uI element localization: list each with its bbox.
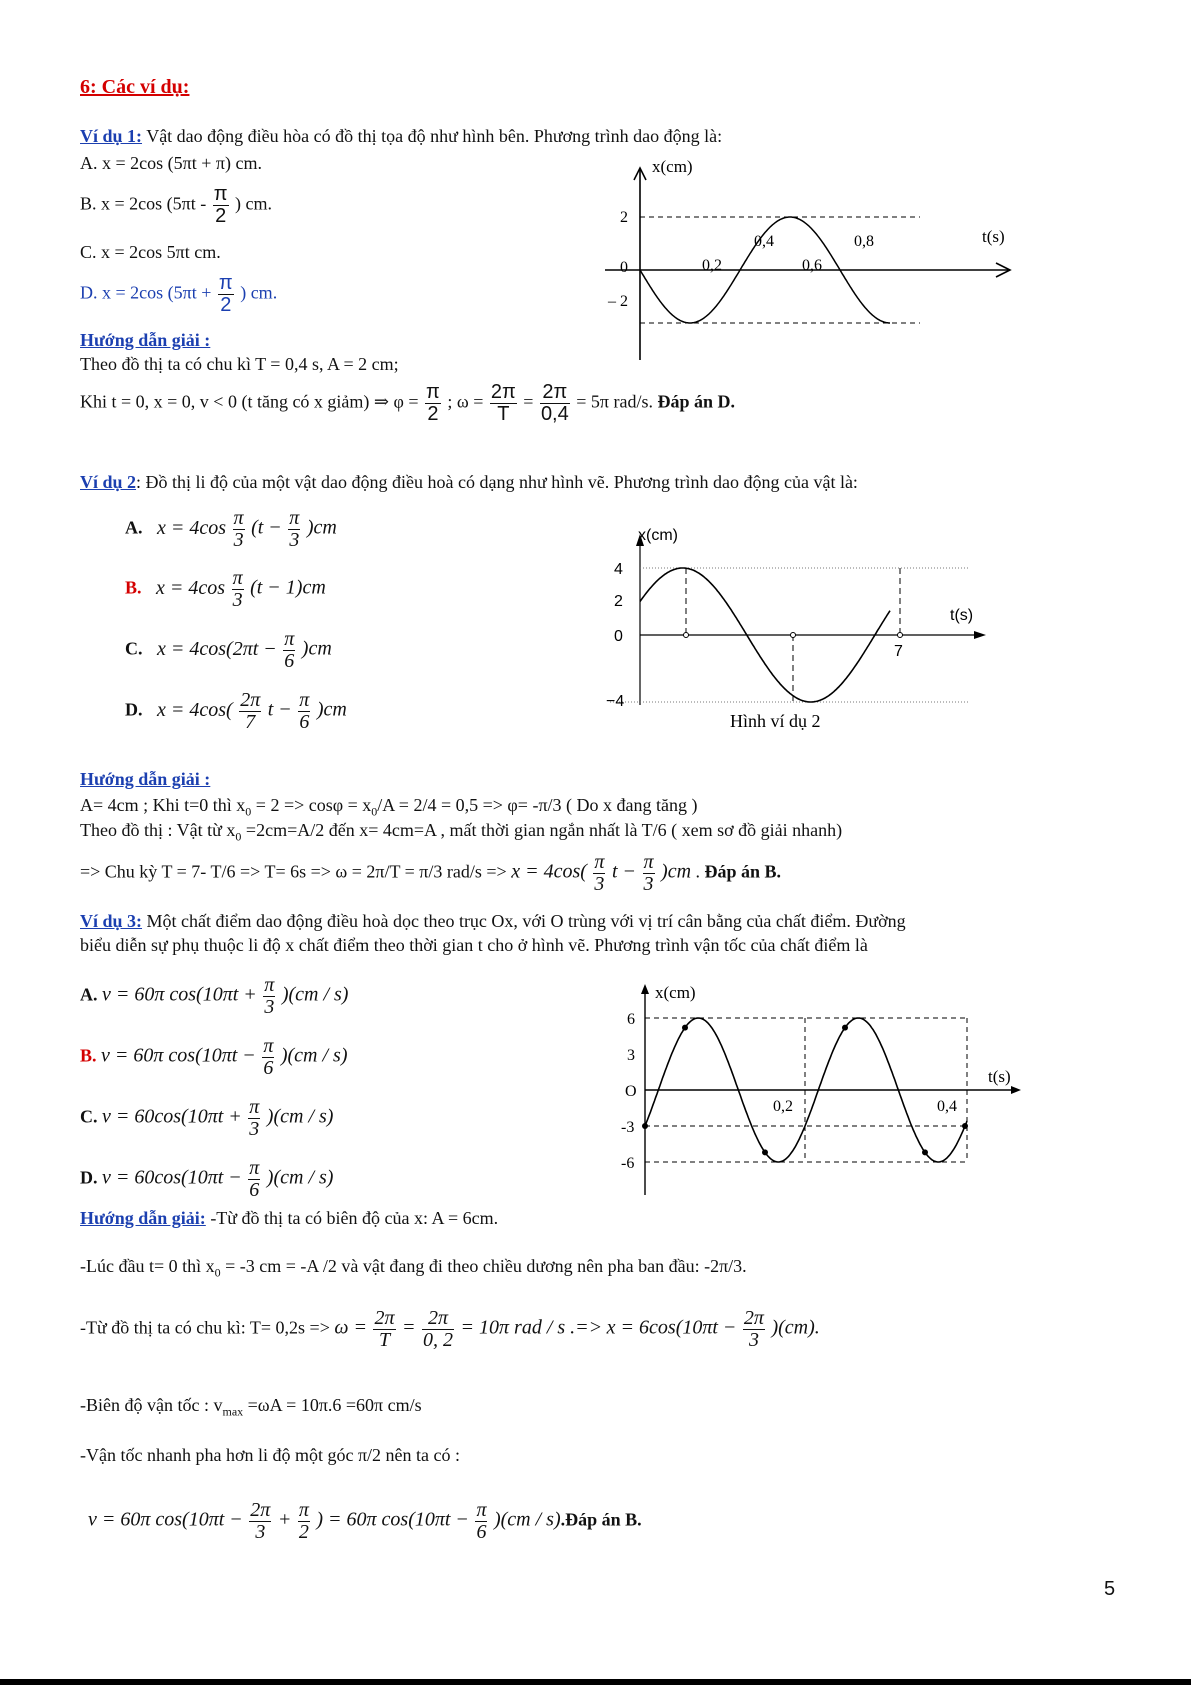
- ex3-line2-post: = -3 cm = -A /2 và vật đang đi theo chiều dương nên pha ban đầu: -2π/3.: [220, 1256, 747, 1276]
- ex2-line3-frac2: [643, 852, 655, 895]
- frac-num: π: [289, 507, 300, 529]
- ex1-option-b-post: ) cm.: [235, 193, 273, 214]
- frac-num: π: [213, 183, 228, 205]
- ex2-line1-post: = 2 => cosφ = x: [251, 795, 372, 815]
- ex1-label: Ví dụ 1:: [80, 126, 143, 146]
- frac-num: 2π: [490, 381, 516, 403]
- ex1-question-text: Vật dao động điều hòa có đồ thị tọa độ như hình bên. Phương trình dao động là:: [142, 126, 723, 146]
- ex2-option-a-pre: x = 4cos: [157, 516, 227, 539]
- frac-den: 6: [476, 1521, 487, 1543]
- frac-den: 2: [215, 205, 227, 227]
- ex2-option-a: [125, 508, 337, 551]
- frac-num: π: [263, 1035, 274, 1057]
- frac-den: 6: [299, 711, 310, 733]
- ex1-guide-line1: Theo đồ thị ta có chu kì T = 0,4 s, A = 2 cm;: [80, 354, 399, 374]
- ex3-graph-dot: [842, 1025, 848, 1031]
- ex1-line2-eq: =: [523, 391, 534, 412]
- frac-den: 2: [427, 403, 439, 425]
- ex1-guide-label: Hướng dẫn giải :: [80, 330, 211, 350]
- ex3-graph-dot: [962, 1123, 968, 1129]
- ex2-graph-tick-2: 2: [614, 593, 623, 610]
- ex3-line3-frac2: [422, 1308, 454, 1351]
- ex1-option-c: C. x = 2cos 5πt cm.: [80, 242, 221, 262]
- ex2-graph-dot1: [684, 633, 689, 638]
- ex3-graph-t04: 0,4: [937, 1098, 957, 1115]
- ex3-line3-pre: -Từ đồ thị ta có chu kì: T= 0,2s =>: [80, 1317, 330, 1338]
- ex3-graph-tick-6: 6: [627, 1011, 635, 1028]
- ex3-graph-tick-O: O: [625, 1083, 637, 1100]
- ex1-option-d: [80, 273, 277, 316]
- ex1-option-b-frac: [213, 184, 229, 227]
- ex3-line6-mid: ) = 60π cos(10πt −: [316, 1508, 469, 1531]
- ex2-guide-line2: [80, 820, 842, 845]
- frac-den: 2: [298, 1521, 309, 1543]
- ex3-graph-xlabel: t(s): [988, 1067, 1011, 1086]
- ex1-guide-line2: [80, 382, 735, 425]
- ex3-label: Ví dụ 3:: [80, 911, 143, 931]
- ex3-line2-pre: -Lúc đầu t= 0 thì x: [80, 1256, 215, 1276]
- ex3-option-a: [80, 975, 348, 1018]
- ex2-option-d-post: )cm: [316, 698, 347, 721]
- ex3-guide-line2: [80, 1256, 747, 1281]
- ex3-line3-post: )(cm).: [771, 1316, 820, 1339]
- frac-num: π: [264, 974, 275, 996]
- frac-num: π: [298, 1499, 309, 1521]
- ex3-option-d: [80, 1158, 333, 1201]
- ex3-guide-text: -Từ đồ thị ta có biên độ của x: A = 6cm.: [205, 1208, 499, 1228]
- ex1-option-d-post: ) cm.: [240, 282, 278, 303]
- ex2-graph-dot2: [791, 633, 796, 638]
- ex1-option-b: [80, 184, 272, 227]
- ex2-line3-frac1: [593, 852, 605, 895]
- section-title: 6: Các ví dụ:: [80, 76, 190, 98]
- ex3-graph-ylabel: x(cm): [655, 983, 696, 1002]
- ex3-graph-y-arrow: [641, 984, 649, 994]
- ex2-line1-sub2: 0: [371, 804, 378, 819]
- ex2-option-a-frac2: [288, 508, 300, 551]
- ex3-guide-line6: v = 60π cos(10πt − $\frac{2\pi}{3}$ + $\frac{\pi}{2}$ ) = 60π cos(10πt − $\frac{\pi}{6}$ )(cm / s).Đáp án B.: [88, 1499, 642, 1543]
- ex2-graph-tick-m4: −4: [606, 693, 625, 710]
- ex2-graph-tick-4: 4: [614, 561, 623, 578]
- ex2-question-text: : Đồ thị li độ của một vật dao động điều hoà có dạng như hình vẽ. Phương trình dao động của vật là:: [136, 472, 858, 492]
- ex3-option-c: [80, 1097, 333, 1140]
- frac-num: π: [233, 507, 244, 529]
- ex3-line6-frac2: [298, 1500, 310, 1543]
- frac-den: 3: [232, 589, 243, 611]
- ex2-option-c-letter: C.: [125, 638, 143, 659]
- ex3-option-b-pre: v = 60π cos(10πt −: [101, 1044, 256, 1067]
- ex2-option-b-frac: [232, 568, 244, 611]
- frac-num: 2π: [374, 1307, 395, 1329]
- ex2-option-d-letter: D.: [125, 699, 143, 720]
- ex2-guide-line3: [80, 852, 781, 895]
- ex2-line3-math-post: )cm: [661, 860, 692, 883]
- ex2-option-c: [125, 629, 332, 672]
- ex2-option-b-letter: B.: [125, 577, 142, 598]
- ex2-line1-pre: A= 4cm ; Khi t=0 thì x: [80, 795, 246, 815]
- ex2-option-c-post: )cm: [301, 637, 332, 660]
- ex3-option-d-frac: [248, 1158, 260, 1201]
- ex3-option-a-pre: v = 60π cos(10πt +: [102, 983, 257, 1006]
- frac-den: 3: [643, 873, 654, 895]
- ex1-graph-t04: 0,4: [754, 233, 774, 250]
- frac-den: 3: [249, 1118, 260, 1140]
- ex1-graph-tick-m2: – 2: [608, 293, 628, 310]
- ex1-omega-frac1: [490, 382, 517, 425]
- ex3-option-d-letter: D.: [80, 1167, 98, 1188]
- ex3-graph: [605, 980, 1025, 1200]
- frac-num: 2π: [250, 1499, 271, 1521]
- ex3-graph-tick-m6: -6: [621, 1155, 635, 1172]
- ex1-line2-post: = 5π rad/s.: [576, 391, 653, 412]
- ex2-graph: [590, 520, 1000, 735]
- ex3-guide-label: Hướng dẫn giải:: [80, 1208, 206, 1228]
- frac-num: π: [284, 628, 295, 650]
- ex1-graph-xlabel: t(s): [982, 227, 1005, 246]
- frac-den: 3: [264, 996, 275, 1018]
- ex2-graph-tick-0: 0: [614, 628, 623, 645]
- ex3-option-c-frac: [248, 1097, 260, 1140]
- frac-den: T: [378, 1329, 391, 1351]
- ex2-line1-sub: 0: [245, 804, 252, 819]
- ex3-question: [80, 911, 906, 932]
- ex3-line4-pre: -Biên độ vận tốc : v: [80, 1395, 223, 1415]
- frac-num: 2π: [540, 382, 570, 404]
- ex1-question: [80, 126, 722, 147]
- ex1-option-b-pre: B. x = 2cos (5πt -: [80, 193, 207, 214]
- bottom-bar: [0, 1679, 1191, 1685]
- ex3-line3-frac3: [743, 1308, 765, 1351]
- frac-num: 2π: [422, 1308, 454, 1330]
- frac-num: 2π: [743, 1307, 764, 1329]
- frac-num: π: [218, 272, 233, 294]
- ex2-answer: Đáp án B.: [704, 861, 782, 882]
- frac-den: 6: [284, 650, 295, 672]
- ex3-guide-line5: -Vận tốc nhanh pha hơn li độ một góc π/2 nên ta có :: [80, 1445, 461, 1465]
- ex3-line3-frac1: [373, 1308, 395, 1351]
- ex1-graph-tick-2: 2: [620, 209, 628, 226]
- frac-num: π: [299, 689, 310, 711]
- ex3-option-b: [80, 1036, 347, 1079]
- frac-den: 3: [289, 529, 300, 551]
- page-number: 5: [1104, 1578, 1116, 1600]
- ex2-option-a-letter: A.: [125, 517, 143, 538]
- ex1-phi-frac: [425, 382, 441, 425]
- ex1-graph-t06: 0,6: [802, 257, 822, 274]
- ex2-graph-caption: Hình ví dụ 2: [730, 711, 821, 731]
- ex3-graph-dot: [922, 1149, 928, 1155]
- ex1-graph-ylabel: x(cm): [652, 160, 693, 176]
- ex2-line3-math-mid: t −: [611, 860, 636, 883]
- frac-num: 2π: [240, 689, 261, 711]
- ex2-question: [80, 472, 858, 493]
- frac-den: 6: [249, 1179, 260, 1201]
- frac-den: 6: [263, 1057, 274, 1079]
- ex2-option-b-pre: x = 4cos: [156, 576, 226, 599]
- ex3-guide-line4: [80, 1395, 422, 1420]
- ex3-guide-line3: -Từ đồ thị ta có chu kì: T= 0,2s => ω = $\frac{2\pi}{T}$ = $\frac{2\pi}{0, 2}$ = 10π rad / s .=> x = 6cos(10πt − $\frac{2\pi}{3}$ )(cm).: [80, 1307, 820, 1351]
- frac-num: π: [232, 567, 243, 589]
- ex1-line2-mid: ; ω =: [447, 391, 484, 412]
- ex1-graph: [590, 160, 1030, 370]
- frac-den: T: [497, 403, 510, 425]
- ex3-option-b-post: )(cm / s): [280, 1044, 348, 1067]
- ex3-option-a-post: )(cm / s): [281, 983, 349, 1006]
- ex1-graph-t02: 0,2: [702, 257, 722, 274]
- ex1-option-a: A. x = 2cos (5πt + π) cm.: [80, 153, 262, 173]
- frac-den: 2: [220, 294, 232, 316]
- ex3-option-d-pre: v = 60cos(10πt −: [102, 1166, 242, 1189]
- ex2-graph-t7: 7: [894, 643, 903, 660]
- frac-num: π: [426, 381, 440, 403]
- ex2-graph-ylabel: x(cm): [638, 527, 678, 544]
- frac-num: π: [476, 1499, 487, 1521]
- ex2-option-b-post: (t − 1)cm: [250, 576, 326, 599]
- ex3-line6-frac3: [475, 1500, 487, 1543]
- ex3-graph-x-arrow: [1011, 1086, 1021, 1094]
- ex3-line4-sub: max: [222, 1404, 244, 1419]
- ex3-option-a-letter: A.: [80, 984, 98, 1005]
- ex3-option-a-frac: [263, 975, 275, 1018]
- ex2-graph-xlabel: t(s): [950, 607, 974, 624]
- ex3-answer: .Đáp án B.: [560, 1509, 642, 1530]
- ex2-line2-sub: 0: [235, 829, 242, 844]
- ex3-graph-t02: 0,2: [773, 1098, 793, 1115]
- ex3-graph-dot: [642, 1123, 648, 1129]
- ex3-graph-dot: [762, 1149, 768, 1155]
- ex3-line2-sub: 0: [214, 1265, 221, 1280]
- ex3-question-text: Một chất điểm dao động điều hoà dọc theo trục Ox, với O trùng với vị trí cân bằng của chất điểm. Đường: [142, 911, 906, 931]
- ex3-graph-tick-m3: -3: [621, 1119, 635, 1136]
- frac-den: 3: [748, 1329, 759, 1351]
- ex3-graph-tick-3: 3: [627, 1047, 635, 1064]
- ex2-line2-pre: Theo đồ thị : Vật từ x: [80, 820, 236, 840]
- frac-num: π: [249, 1096, 260, 1118]
- ex2-line3-math-pre: x = 4cos(: [511, 860, 587, 883]
- ex3-question-line2: biểu diễn sự phụ thuộc li độ x chất điểm theo thời gian t cho ở hình vẽ. Phương trình vận tốc của chất điểm là: [80, 935, 868, 955]
- ex3-option-c-letter: C.: [80, 1106, 98, 1127]
- ex1-option-d-pre: D. x = 2cos (5πt +: [80, 282, 212, 303]
- ex2-label: Ví dụ 2: [80, 472, 137, 492]
- ex3-option-b-letter: B.: [80, 1045, 97, 1066]
- ex2-graph-dot3: [898, 633, 903, 638]
- ex2-option-d: [125, 690, 347, 733]
- ex3-option-d-post: )(cm / s): [266, 1166, 334, 1189]
- ex3-guide-line1: [80, 1208, 498, 1229]
- ex2-option-b: [125, 568, 326, 611]
- ex2-graph-x-arrow: [974, 631, 986, 639]
- ex1-omega-frac2: [540, 382, 570, 425]
- frac-den: 3: [233, 529, 244, 551]
- ex3-line6-pre: v = 60π cos(10πt −: [88, 1508, 243, 1531]
- frac-den: 7: [245, 711, 256, 733]
- ex2-option-a-mid: (t −: [251, 516, 282, 539]
- ex3-line3-x: x = 6cos(10πt −: [606, 1316, 737, 1339]
- ex1-line2-pre: Khi t = 0, x = 0, v < 0 (t tăng có x giảm) ⇒ φ =: [80, 391, 419, 412]
- ex3-option-c-pre: v = 60cos(10πt +: [102, 1105, 242, 1128]
- ex1-graph-t08: 0,8: [854, 233, 874, 250]
- frac-den: 3: [255, 1521, 266, 1543]
- ex3-line4-post: =ωA = 10π.6 =60π cm/s: [243, 1395, 422, 1415]
- ex3-line6-frac1: [249, 1500, 271, 1543]
- ex2-option-c-pre: x = 4cos(2πt −: [157, 637, 277, 660]
- ex2-option-d-frac2: [298, 690, 310, 733]
- ex3-graph-dot: [682, 1025, 688, 1031]
- ex2-line2-post: =2cm=A/2 đến x= 4cm=A , mất thời gian ngắn nhất là T/6 ( xem sơ đồ giải nhanh): [241, 820, 843, 840]
- frac-den: 0,4: [540, 403, 569, 425]
- ex1-answer: Đáp án D.: [652, 391, 736, 412]
- frac-den: 0, 2: [423, 1329, 454, 1351]
- frac-num: π: [249, 1157, 260, 1179]
- ex2-line3-post: .: [691, 861, 705, 882]
- ex2-option-a-post: )cm: [306, 516, 337, 539]
- frac-den: 3: [594, 873, 605, 895]
- ex1-graph-tick-0: 0: [620, 259, 628, 276]
- ex2-option-d-frac1: [239, 690, 261, 733]
- ex3-option-c-post: )(cm / s): [266, 1105, 334, 1128]
- ex1-option-d-frac: [218, 273, 234, 316]
- ex3-option-b-frac: [262, 1036, 274, 1079]
- ex3-line3-omega: ω =: [334, 1316, 367, 1339]
- ex2-guide-label: Hướng dẫn giải :: [80, 769, 211, 789]
- ex3-line6-post: )(cm / s): [493, 1508, 561, 1531]
- ex2-option-d-pre: x = 4cos(: [157, 698, 233, 721]
- frac-num: π: [594, 851, 605, 873]
- frac-num: π: [643, 851, 654, 873]
- ex2-option-d-mid: t −: [267, 698, 292, 721]
- ex3-line3-mid: = 10π rad / s .=>: [460, 1316, 603, 1339]
- ex2-option-a-frac1: [233, 508, 245, 551]
- ex2-line1-post2: /A = 2/4 = 0,5 => φ= -π/3 ( Do x đang tăng ): [377, 795, 698, 815]
- ex2-guide-line1: [80, 795, 698, 820]
- ex2-line3-pre: => Chu kỳ T = 7- T/6 => T= 6s => ω = 2π/T = π/3 rad/s =>: [80, 861, 507, 882]
- ex2-option-c-frac: [283, 629, 295, 672]
